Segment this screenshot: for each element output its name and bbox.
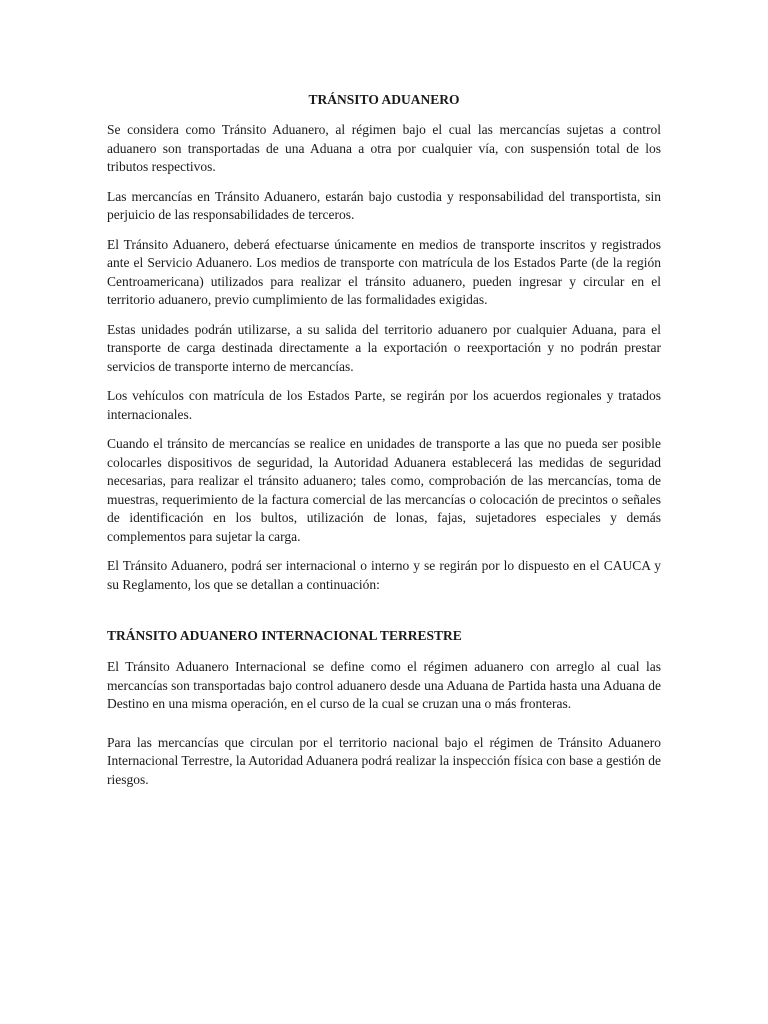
paragraph: Estas unidades podrán utilizarse, a su salida del territorio aduanero por cualquier Aduana, para el transporte de carga destinada directamente a la exportación o reexportación y no podrán prestar servicios de transporte interno de mercancías.	[107, 321, 661, 374]
paragraph: El Tránsito Aduanero Internacional se define como el régimen aduanero con arreglo al cual las mercancías son transportadas bajo control aduanero desde una Aduana de Partida hasta una Aduana de Destino en una misma operación, en el curso de la cual se cruzan una o más fronteras.	[107, 659, 661, 711]
document-title: TRÁNSITO ADUANERO	[308, 92, 460, 107]
section-heading: TRÁNSITO ADUANERO INTERNACIONAL TERRESTRE	[107, 628, 462, 643]
paragraph: Los vehículos con matrícula de los Estados Parte, se regirán por los acuerdos regionales y tratados internacionales.	[107, 388, 661, 422]
paragraph: Las mercancías en Tránsito Aduanero, estarán bajo custodia y responsabilidad del transportista, sin perjuicio de las responsabilidades de terceros.	[107, 188, 661, 222]
paragraph: Para las mercancías que circulan por el territorio nacional bajo el régimen de Tránsito Aduanero Internacional Terrestre, la Autoridad Aduanera podrá realizar la inspección física con base a gestión de riesgos.	[107, 734, 661, 787]
paragraph: Cuando el tránsito de mercancías se realice en unidades de transporte a las que no pueda ser posible colocarles dispositivos de seguridad, la Autoridad Aduanera establecerá las medidas de seguridad necesarias, para realizar el tránsito aduanero; tales como, comprobación de las mercancías, toma de muestras, requerimiento de la factura comercial de las mercancías o colocación de precintos o señales de identificación en los bultos, utilización de lonas, fajas, sujetadores especiales y demás complementos para sujetar la carga.	[107, 436, 661, 544]
paragraph: El Tránsito Aduanero, deberá efectuarse únicamente en medios de transporte inscritos y registrados ante el Servicio Aduanero. Los medios de transporte con matrícula de los Estados Parte (de la región Centroamericana) utilizados para realizar el tránsito aduanero, pueden ingresar y circular en el territorio aduanero, previo cumplimiento de las formalidades exigidas.	[107, 236, 661, 307]
paragraph: El Tránsito Aduanero, podrá ser internacional o interno y se regirán por lo dispuesto en el CAUCA y su Reglamento, los que se detallan a continuación:	[107, 558, 661, 592]
paragraph: Se considera como Tránsito Aduanero, al régimen bajo el cual las mercancías sujetas a control aduanero son transportadas de una Aduana a otra por cualquier vía, con suspensión total de los tributos respectivos.	[107, 122, 661, 174]
document-content	[107, 91, 661, 800]
section-spacer	[107, 605, 661, 627]
